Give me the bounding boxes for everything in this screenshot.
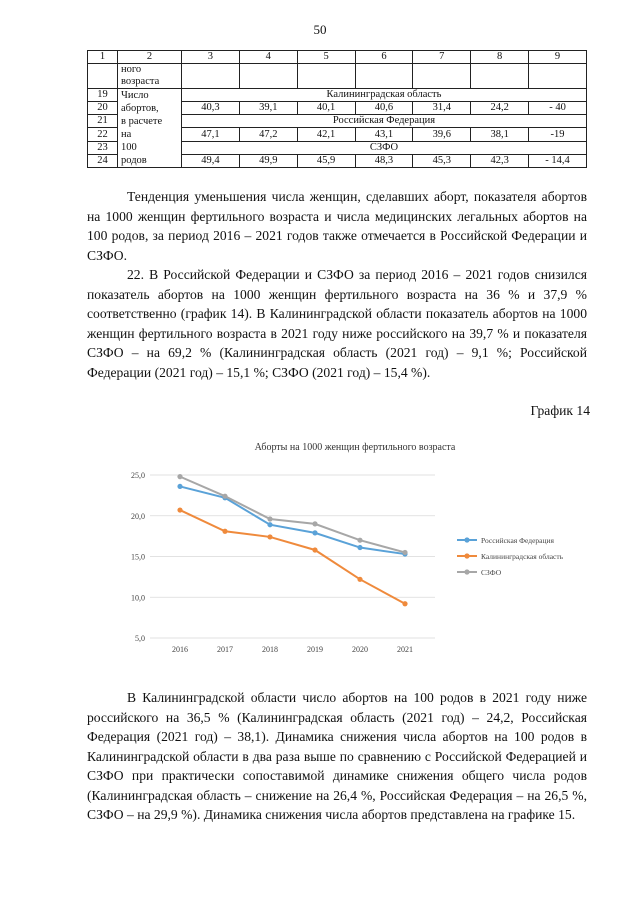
legend-marker [464,569,469,574]
merged-label-cell [118,89,182,168]
y-tick-label: 15,0 [131,552,145,562]
table-cell [529,64,587,89]
data-point [312,521,317,526]
value-cell: 45,3 [413,154,471,167]
label-line: на [121,129,132,140]
table-cell [413,64,471,89]
table-header-cell: 9 [529,51,587,64]
data-point [222,529,227,534]
value-cell: 43,1 [355,128,413,141]
legend-marker [464,537,469,542]
value-cell: -19 [529,128,587,141]
value-cell: 47,1 [182,128,240,141]
table-cell [355,64,413,89]
data-point [177,474,182,479]
table-row [88,89,587,102]
value-cell: - 40 [529,102,587,115]
table-cell [471,64,529,89]
label-line: родов [121,155,147,166]
data-point [312,530,317,535]
data-point [222,494,227,499]
table-header-row [88,51,587,64]
x-tick-label: 2018 [262,645,278,654]
table-header-cell: 1 [88,51,118,64]
y-tick-label: 20,0 [131,511,145,521]
value-cell: 40,3 [182,102,240,115]
data-table [87,50,587,168]
table-cell [239,64,297,89]
value-cell: 42,1 [297,128,355,141]
legend-marker [464,553,469,558]
y-tick-label: 25,0 [131,471,145,480]
x-tick-label: 2016 [172,645,188,654]
value-cell: 48,3 [355,154,413,167]
row-number-cell: 20 [88,102,118,115]
paragraph-abortions-per-100-births: В Калининградской области число абортов на 100 родов в 2021 году ниже российского на 36,5 % (Калининградская область (2021 год) – 24,2, Российская Федерация (2021 год) – 38,1). Динамика снижения числа абортов на 100 родов в Калининградской области в два раза выше по сравнению с Российской Федерацией и СЗФО при практически сопоставимой динамике снижения общего числа родов (Калининградская область – снижение на 26,4 %, Российская Федерация – на 26,5 %, СЗФО – на 29,9 %). Динамика снижения числа абортов представлена на графике 15. [87,690,587,822]
row-number-cell: 19 [88,89,118,102]
x-tick-label: 2017 [217,645,233,654]
legend-label: Калининградская область [481,552,564,561]
row-number-cell: 22 [88,128,118,141]
data-point [402,550,407,555]
region-cell: Калининградская область [182,89,587,102]
data-point [267,516,272,521]
data-point [177,507,182,512]
data-point [177,484,182,489]
row-number-cell: 21 [88,115,118,128]
x-tick-label: 2020 [352,645,368,654]
series-line [180,510,405,604]
table-cell [182,64,240,89]
value-cell: 38,1 [471,128,529,141]
chart-title: Аборты на 1000 женщин фертильного возраста [254,442,456,453]
table-row [88,64,587,89]
value-cell: 40,1 [297,102,355,115]
legend-label: Российская Федерация [481,536,554,545]
figure-label: График 14 [530,403,590,418]
value-cell: 47,2 [239,128,297,141]
row-number-cell: 24 [88,154,118,167]
value-cell: 39,1 [239,102,297,115]
y-tick-label: 5,0 [135,634,145,643]
label-line: 100 [121,142,137,153]
data-point [312,547,317,552]
table-cell: ного возраста [118,64,182,89]
paragraph-22: 22. В Российской Федерации и СЗФО за период 2016 – 2021 годов снизился показатель абортов на 1000 женщин фертильного возраста на 36 % и 37,9 % соответственно (график 14). В Калининградской области показатель абортов на 1000 женщин фертильного возраста в 2021 году ниже российского на 39,7 % и показателя СЗФО – на 69,2 % (Калининградская область (2021 год) – 9,1 %; Российской Федерации (2021 год) – 15,1 %; СЗФО (2021 год) – 15,4 %). [87,267,587,380]
table-header-cell: 3 [182,51,240,64]
data-point [357,545,362,550]
region-cell: Российская Федерация [182,115,587,128]
value-cell: 49,9 [239,154,297,167]
x-tick-label: 2021 [397,645,413,654]
value-cell: 39,6 [413,128,471,141]
x-tick-label: 2019 [307,645,323,654]
value-cell: 42,3 [471,154,529,167]
paragraph-trend: Тенденция уменьшения числа женщин, сделавших аборт, показателя абортов на 1000 женщин фертильного возраста и числа медицинских легальных абортов на 100 родов, за период 2016 – 2021 годов также отмечается в Российской Федерации и СЗФО. [87,189,587,263]
data-point [402,601,407,606]
y-tick-label: 10,0 [131,593,145,603]
line-chart [105,430,605,675]
value-cell: - 14,4 [529,154,587,167]
region-cell: СЗФО [182,141,587,154]
data-point [267,522,272,527]
table-header-cell: 7 [413,51,471,64]
table-header-cell: 5 [297,51,355,64]
label-line: в расчете [121,116,163,127]
table-cell [88,64,118,89]
page-number: 50 [313,22,327,37]
row-number-cell: 23 [88,141,118,154]
series-line [180,477,405,553]
table-header-cell: 8 [471,51,529,64]
table-cell [297,64,355,89]
value-cell: 45,9 [297,154,355,167]
legend-label: СЗФО [481,568,502,577]
value-cell: 24,2 [471,102,529,115]
data-point [267,534,272,539]
value-cell: 31,4 [413,102,471,115]
table-header-cell: 6 [355,51,413,64]
value-cell: 49,4 [182,154,240,167]
value-cell: 40,6 [355,102,413,115]
label-line: Число [121,90,149,101]
data-point [357,577,362,582]
table-header-cell: 4 [239,51,297,64]
label-line: абортов, [121,103,159,114]
data-point [357,538,362,543]
table-header-cell: 2 [118,51,182,64]
